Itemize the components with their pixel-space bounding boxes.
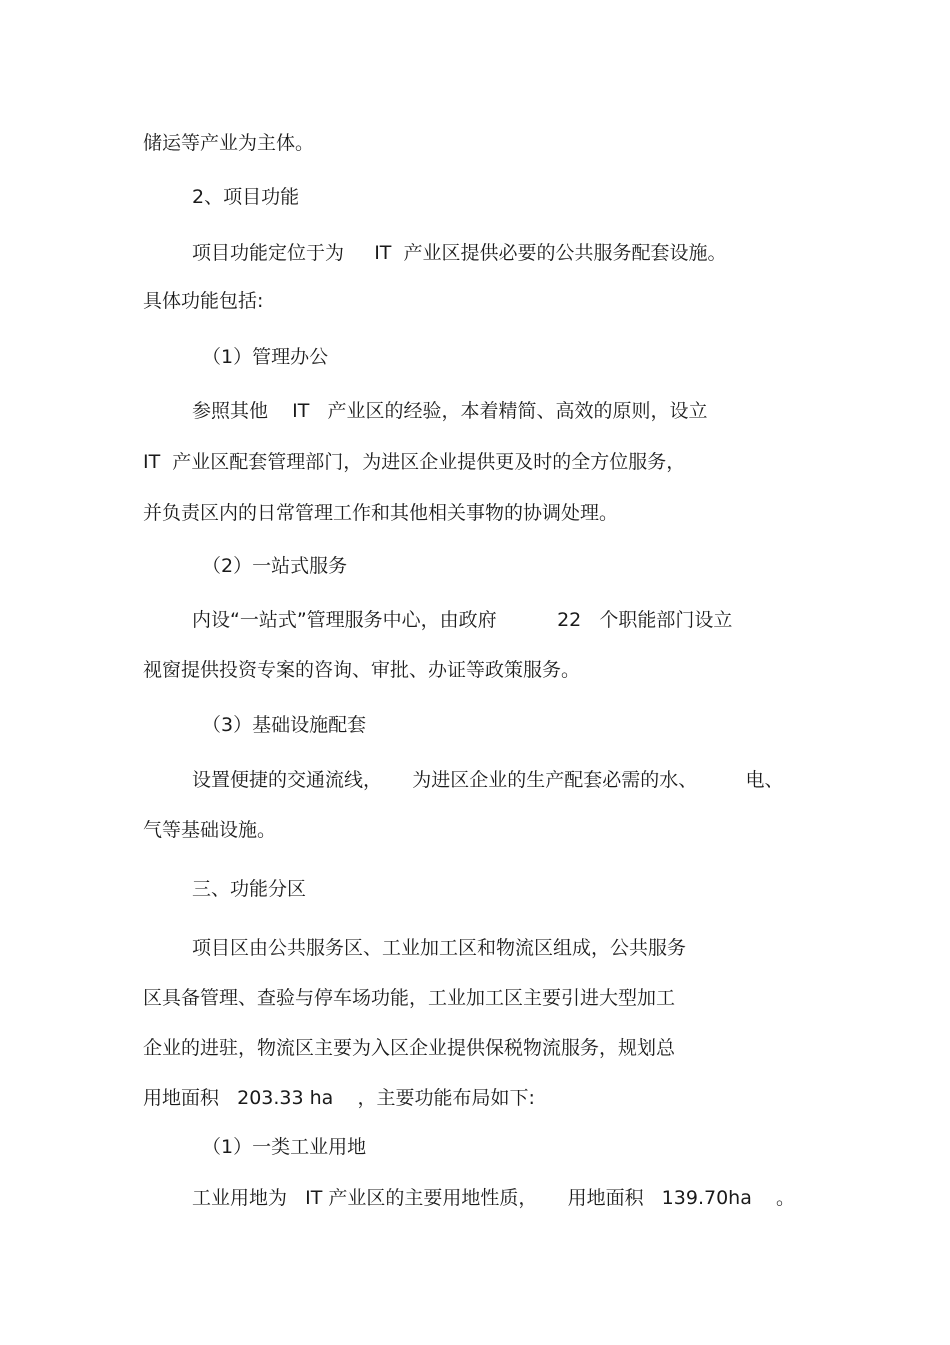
- text-line: 工业用地为 IT 产业区的主要用地性质， 用地面积 139.70ha 。: [192, 1187, 796, 1209]
- subsection-heading: （2）一站式服务: [202, 555, 348, 577]
- text-line: 并负责区内的日常管理工作和其他相关事物的协调处理。: [143, 502, 619, 524]
- subsection-heading: （1）一类工业用地: [202, 1136, 367, 1158]
- section-heading: 三、功能分区: [192, 878, 307, 900]
- text-line: 视窗提供投资专案的咨询、审批、办证等政策服务。: [143, 659, 581, 681]
- text-line: 区具备管理、查验与停车场功能，工业加工区主要引进大型加工: [143, 987, 676, 1009]
- text-line: 内设“一站式”管理服务中心，由政府 22 个职能部门设立: [192, 609, 733, 631]
- text-line: 企业的进驻，物流区主要为入区企业提供保税物流服务，规划总: [143, 1037, 676, 1059]
- text-line: 项目区由公共服务区、工业加工区和物流区组成，公共服务: [192, 937, 687, 959]
- subsection-heading: （3）基础设施配套: [202, 714, 367, 736]
- subsection-heading: （1）管理办公: [202, 346, 329, 368]
- text-line: IT 产业区配套管理部门，为进区企业提供更及时的全方位服务，: [143, 451, 686, 473]
- text-line: 用地面积 203.33 ha ，主要功能布局如下:: [143, 1087, 535, 1109]
- text-line: 参照其他 IT 产业区的经验，本着精简、高效的原则，设立: [192, 400, 708, 422]
- text-line: 项目功能定位于为 IT 产业区提供必要的公共服务配套设施。: [192, 242, 727, 264]
- text-line: 储运等产业为主体。: [143, 132, 315, 154]
- text-line: 气等基础设施。: [143, 819, 277, 841]
- section-heading: 2、项目功能: [192, 186, 300, 208]
- text-line: 具体功能包括:: [143, 290, 264, 312]
- text-line: 设置便捷的交通流线， 为进区企业的生产配套必需的水、 电、: [192, 769, 784, 791]
